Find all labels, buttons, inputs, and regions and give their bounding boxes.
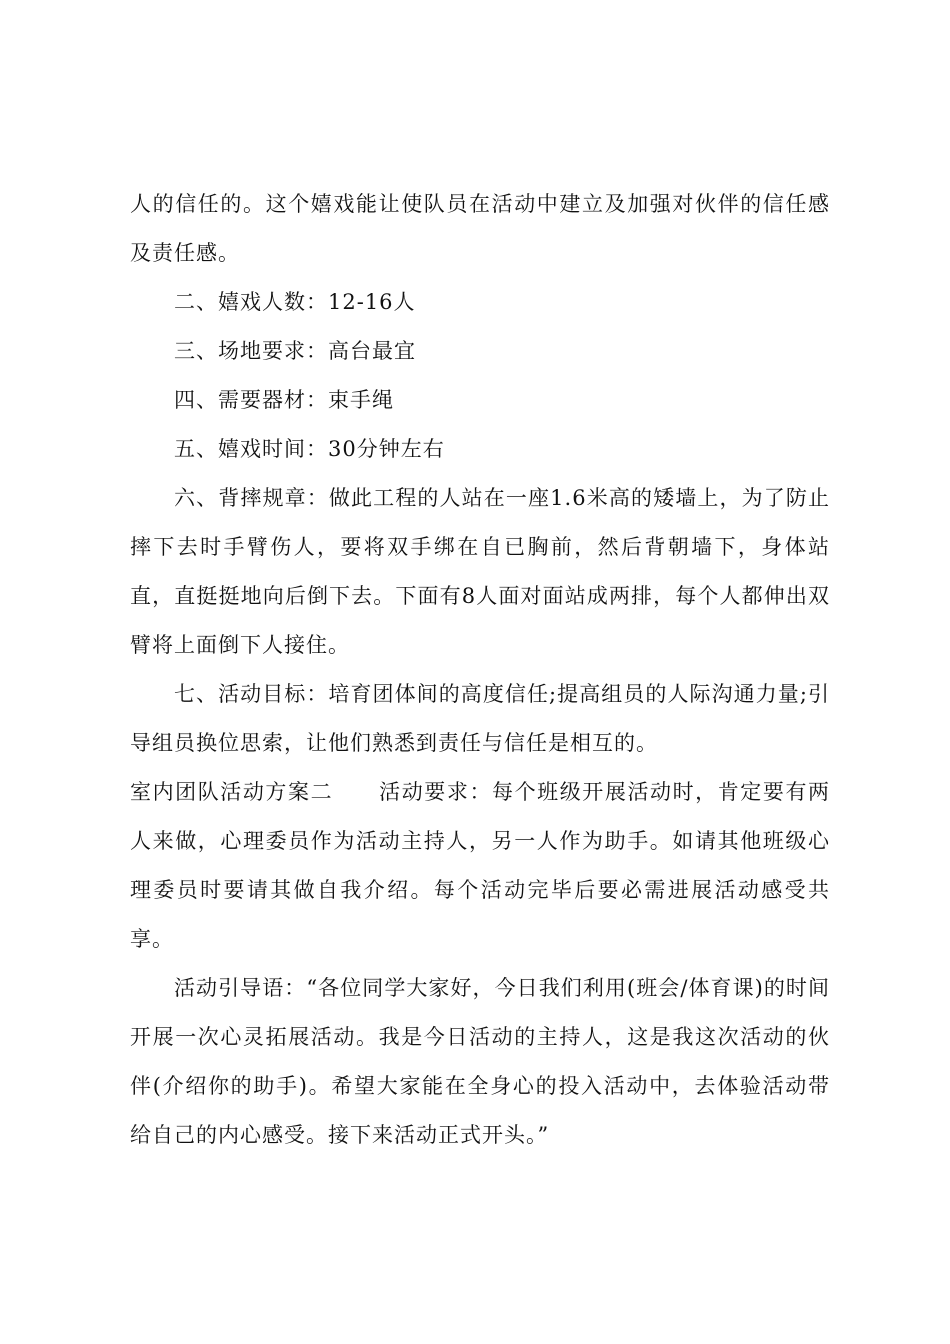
section-requirements-text: 活动要求：每个班级开展活动时，肯定要有两人来做，心理委员作为活动主持人，另一人作为助手。如请其他班级心理委员时要请其做自我介绍。每个活动完毕后要必需进展活动感受共享。 (130, 780, 831, 951)
paragraph-guide-speech: 活动引导语：“各位同学大家好，今日我们利用(班会/体育课)的时间开展一次心灵拓展活动。我是今日活动的主持人，这是我这次活动的伙伴(介绍你的助手)。希望大家能在全身心的投入活动中，去体验活动带给自己的内心感受。接下来活动正式开头。” (130, 976, 830, 1147)
paragraph-trust-intro: 人的信任的。这个嬉戏能让使队员在活动中建立及加强对伙伴的信任感及责任感。 (130, 192, 830, 265)
paragraph-plan-two (130, 768, 830, 964)
paragraph-goals: 七、活动目标：培育团体间的高度信任;提高组员的人际沟通力量;引导组员换位思索，让他们熟悉到责任与信任是相互的。 (130, 682, 830, 755)
paragraph-duration: 五、嬉戏时间：30分钟左右 (174, 437, 445, 461)
paragraph-player-count: 二、嬉戏人数：12-16人 (174, 290, 416, 314)
paragraph-rules: 六、背摔规章：做此工程的人站在一座1.6米高的矮墙上，为了防止摔下去时手臂伤人，要将双手绑在自已胸前，然后背朝墙下，身体站直，直挺挺地向后倒下去。下面有8人面对面站成两排，每个人都伸出双臂将上面倒下人接住。 (130, 486, 830, 657)
section-heading-plan-two: 室内团队活动方案二 (130, 780, 334, 804)
paragraph-equipment: 四、需要器材：束手绳 (174, 388, 394, 412)
document-body (130, 180, 830, 1160)
paragraph-venue: 三、场地要求：高台最宜 (174, 339, 416, 363)
